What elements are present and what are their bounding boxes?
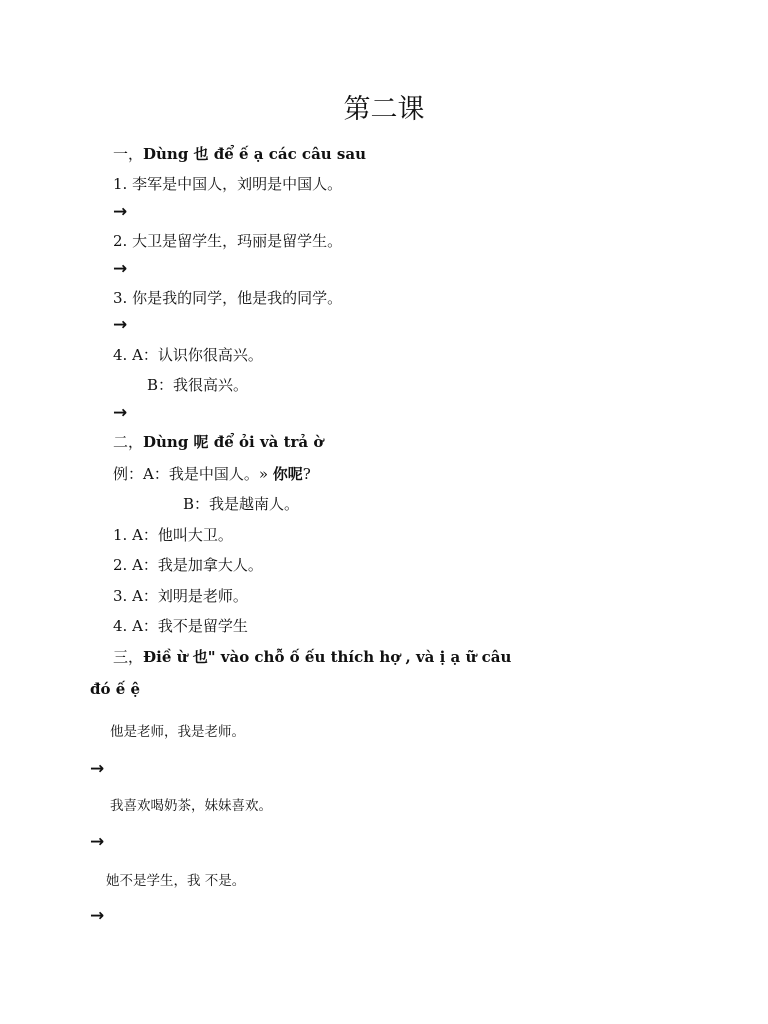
answer-arrow-icon: → [90,832,105,852]
section2-example-b: B：我是越南人。 [183,495,300,513]
section2-heading [113,432,323,452]
section1-heading [113,144,366,164]
section3-heading-text: Điề ừ 也" vào chỗ ố ếu thích hợ , và ị ạ ữ câu [143,648,512,666]
answer-arrow-icon: → [90,906,105,926]
section2-item-3: 3. A：刘明是老师。 [113,587,248,605]
section1-item-2: 2. 大卫是留学生，玛丽是留学生。 [113,232,343,250]
section3-heading-line1 [113,647,511,667]
section1-item-4a: 4. A：认识你很高兴。 [113,346,263,364]
section2-example-a [113,464,311,484]
answer-arrow-icon: → [113,315,128,335]
answer-arrow-icon: → [90,759,105,779]
section1-item-4b: B：我很高兴。 [147,376,249,394]
section3-heading-line2: đó ế ệ [90,680,141,698]
section3-item-3: 她不是学生，我 不是。 [106,873,246,889]
section2-item-1: 1. A：他叫大卫。 [113,526,233,544]
section2-heading-text: Dùng 呢 để ỏi và trả ờ [143,433,324,451]
section3-item-2: 我喜欢喝奶茶，妹妹喜欢。 [110,798,272,814]
section3-number: 三， [113,648,144,666]
example-a-suffix: ? [302,465,311,483]
section3-item-1: 他是老师，我是老师。 [110,724,245,740]
section1-heading-text: Dùng 也 để ế ạ các câu sau [143,145,366,163]
section1-item-3: 3. 你是我的同学，他是我的同学。 [113,289,343,307]
section2-item-4: 4. A：我不是留学生 [113,617,248,635]
example-a-bold: 你呢 [272,465,303,483]
page-title: 第二课 [343,94,425,125]
section2-number: 二， [113,433,144,451]
answer-arrow-icon: → [113,202,128,222]
answer-arrow-icon: → [113,259,128,279]
answer-arrow-icon: → [113,403,128,423]
example-a-prefix: 例：A：我是中国人。» [113,465,273,483]
section2-item-2: 2. A：我是加拿大人。 [113,556,263,574]
section1-number: 一， [113,145,144,163]
section1-item-1: 1. 李军是中国人，刘明是中国人。 [113,175,343,193]
